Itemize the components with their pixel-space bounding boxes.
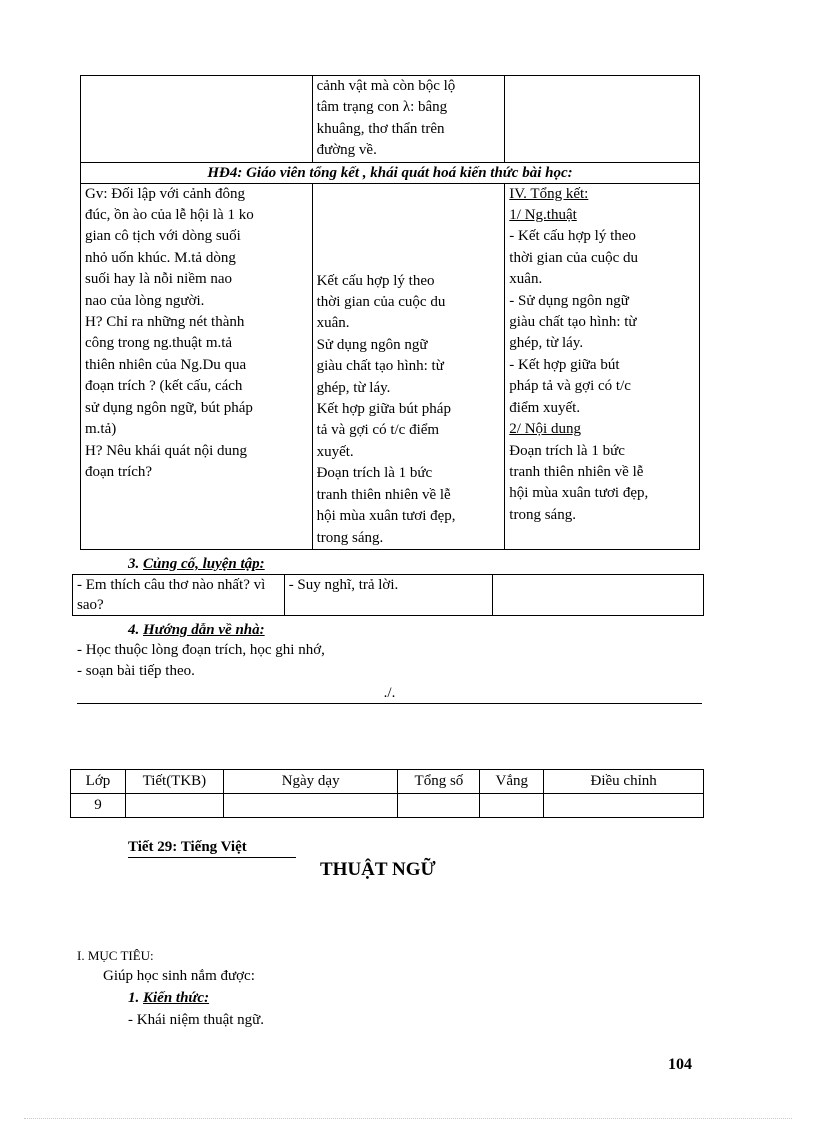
- continuation-cell: [312, 76, 505, 163]
- homework-line: - soạn bài tiếp theo.: [77, 663, 195, 679]
- summary-art-line: - Sử dụng ngôn ngữ: [509, 292, 629, 309]
- consolidation-heading: 3. Củng cố, luyện tập:: [128, 556, 265, 572]
- summary-cell-empty: [505, 76, 700, 163]
- schedule-data-row: [71, 794, 704, 818]
- student-line: giàu chất tạo hình: từ: [316, 358, 444, 375]
- teacher-line: gian cô tịch với dòng suối: [85, 228, 241, 245]
- teacher-cell-empty: [81, 76, 313, 163]
- summary-cell: [505, 183, 700, 549]
- continuation-line: tâm trạng con λ: bâng: [316, 99, 448, 116]
- section-heading-row: [81, 162, 700, 183]
- teacher-line: công trong ng.thuật m.tả: [85, 335, 233, 352]
- schedule-cell: [125, 794, 223, 818]
- content-row: [81, 183, 700, 549]
- summary-content-list: [509, 441, 695, 527]
- summary-content-heading: 2/ Nội dung: [509, 421, 581, 438]
- summary-content-line: hội mùa xuân tươi đẹp,: [509, 485, 649, 502]
- student-line: hội mùa xuân tươi đẹp,: [316, 508, 456, 525]
- consolidation-table: [72, 574, 704, 616]
- schedule-cell: [480, 794, 544, 818]
- student-line: Sử dụng ngôn ngữ: [316, 336, 428, 353]
- consolidation-answer: - Suy nghĩ, trả lời.: [284, 575, 493, 616]
- teacher-line: đúc, ồn ào của lễ hội là 1 ko: [85, 207, 254, 224]
- summary-art-heading: 1/ Ng.thuật: [509, 207, 577, 224]
- objectives-intro: Giúp học sinh nắm được:: [103, 968, 255, 984]
- student-line: tả và gợi có t/c điểm: [316, 422, 440, 439]
- teacher-line: thiên nhiên của Ng.Du qua: [85, 356, 247, 373]
- summary-content-line: Đoạn trích là 1 bức: [509, 442, 625, 459]
- consolidation-question: - Em thích câu thơ nào nhất? vì sao?: [73, 575, 285, 616]
- student-line: tranh thiên nhiên về lễ: [316, 486, 451, 503]
- schedule-header-row: [71, 770, 704, 794]
- summary-title: IV. Tổng kết:: [509, 185, 589, 202]
- student-line: xuân.: [316, 315, 350, 332]
- schedule-cell: [223, 794, 398, 818]
- teacher-line: nao của lòng người.: [85, 292, 205, 309]
- schedule-header-cell: Ngày dạy: [223, 770, 398, 794]
- student-line: trong sáng.: [316, 529, 384, 546]
- summary-art-line: ghép, từ láy.: [509, 335, 584, 352]
- schedule-header-cell: Lớp: [71, 770, 126, 794]
- teacher-line: suối hay là nỗi niềm nao: [85, 271, 233, 288]
- homework-line: - Học thuộc lòng đoạn trích, học ghi nhớ,: [77, 642, 325, 658]
- teacher-line: m.tả): [85, 421, 117, 438]
- schedule-header-cell: Điều chỉnh: [544, 770, 704, 794]
- homework-list: [77, 640, 325, 682]
- summary-art-line: - Kết hợp giữa bút: [509, 356, 620, 373]
- summary-art-line: giàu chất tạo hình: từ: [509, 314, 637, 331]
- lesson-period: Tiết 29: Tiếng Việt: [128, 837, 296, 858]
- student-line: Kết hợp giữa bút pháp: [316, 401, 451, 418]
- teacher-line: Gv: Đối lập với cảnh đông: [85, 185, 245, 202]
- continuation-line: cảnh vật mà còn bộc lộ: [316, 78, 456, 94]
- teacher-line: sử dụng ngôn ngữ, bút pháp: [85, 399, 253, 416]
- teacher-line: đoạn trích ? (kết cấu, cách: [85, 378, 243, 395]
- summary-art-line: xuân.: [509, 271, 543, 288]
- consolidation-row: [73, 575, 704, 616]
- continuation-line: khuâng, thơ thẩn trên: [316, 120, 445, 137]
- student-line: xuyết.: [316, 443, 354, 460]
- lesson-activity-table: [80, 75, 700, 550]
- continuation-line: đường về.: [316, 142, 377, 159]
- student-line: thời gian của cuộc du: [316, 294, 446, 311]
- schedule-header-cell: Tổng số: [398, 770, 480, 794]
- summary-art-line: pháp tả và gợi có t/c: [509, 378, 631, 395]
- summary-art-list: [509, 226, 695, 419]
- schedule-header-cell: Tiết(TKB): [125, 770, 223, 794]
- knowledge-heading: 1. Kiến thức:: [128, 990, 210, 1006]
- summary-content-line: tranh thiên nhiên về lễ: [509, 463, 644, 480]
- schedule-table: [70, 769, 704, 818]
- homework-heading: 4. Hướng dẫn về nhà:: [128, 622, 265, 638]
- summary-art-line: điểm xuyết.: [509, 399, 581, 416]
- student-line: ghép, từ láy.: [316, 379, 391, 396]
- schedule-header-cell: Vắng: [480, 770, 544, 794]
- consolidation-empty: [493, 575, 704, 616]
- hd4-heading: HĐ4: Giáo viên tổng kết , khái quát hoá kiến thức bài học:: [81, 162, 700, 183]
- teacher-line: nhỏ uốn khúc. M.tả dòng: [85, 249, 236, 266]
- summary-art-line: thời gian của cuộc du: [509, 249, 639, 266]
- student-line: Đoạn trích là 1 bức: [316, 465, 433, 482]
- schedule-cell: [398, 794, 480, 818]
- footer-divider: [24, 1118, 792, 1120]
- teacher-line: đoạn trích?: [85, 463, 153, 480]
- knowledge-item: - Khái niệm thuật ngữ.: [128, 1012, 265, 1028]
- schedule-cell: [544, 794, 704, 818]
- student-activity-cell: [312, 183, 505, 549]
- summary-art-line: - Kết cấu hợp lý theo: [509, 228, 636, 245]
- teacher-line: H? Chỉ ra những nét thành: [85, 314, 245, 331]
- objectives-heading: I. MỤC TIÊU:: [77, 948, 154, 963]
- continuation-row: [81, 76, 700, 163]
- page-number: 104: [668, 1056, 692, 1073]
- teacher-activity-cell: [81, 183, 313, 549]
- lesson-title: THUẬT NGỮ: [320, 859, 436, 880]
- student-line: Kết cấu hợp lý theo: [316, 272, 435, 289]
- summary-content-line: trong sáng.: [509, 506, 576, 523]
- schedule-cell: 9: [71, 794, 126, 818]
- teacher-line: H? Nêu khái quát nội dung: [85, 442, 248, 459]
- end-mark: ./.: [77, 683, 702, 704]
